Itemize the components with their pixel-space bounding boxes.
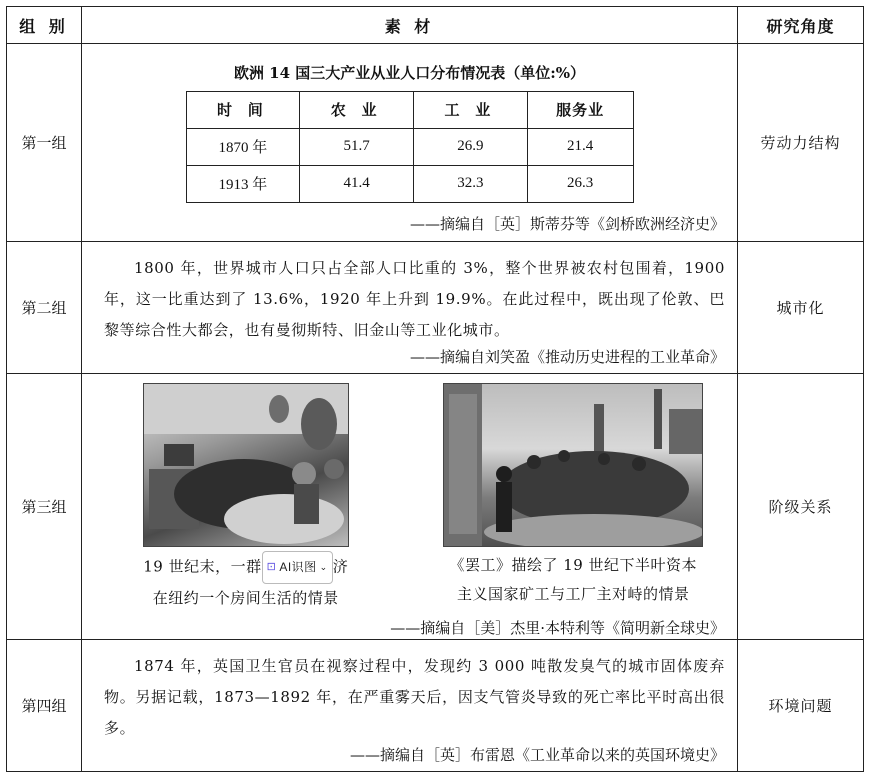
caption-1 <box>143 551 348 613</box>
group4-text: 1874 年，英国卫生官员在视察过程中，发现约 3 000 吨散发臭气的城市固体废弃物。另据记载，1873—1892 年，在严重雾天后，因支气管炎导致的死亡率比平时高出很多。 <box>104 656 725 737</box>
caption2-line2: 主义国家矿工与工厂主对峙的情景 <box>456 585 690 603</box>
group4-source: ——摘编自［英］布雷恩《工业革命以来的英国环境史》 <box>349 745 725 764</box>
col-time: 时 间 <box>186 91 300 128</box>
caption-2 <box>449 551 697 609</box>
group3-source: ——摘编自［美］杰里·本特利等《简明新全球史》 <box>390 619 725 637</box>
col-agriculture: 农 业 <box>300 91 414 128</box>
caption2-line1: 《罢工》描绘了 19 世纪下半叶资本 <box>449 556 698 574</box>
table-row <box>186 165 633 202</box>
material-table <box>6 6 864 772</box>
chevron-down-icon: ⌄ <box>319 562 328 572</box>
col-industry: 工 业 <box>414 91 528 128</box>
header-material: 素 材 <box>82 7 738 44</box>
caption1-line2: 在纽约一个房间生活的情景 <box>152 589 339 607</box>
scan-icon: ⊡ <box>266 561 277 573</box>
caption1-b: 济 <box>332 557 349 576</box>
group2-angle: 城市化 <box>738 242 864 374</box>
group4-name: 第四组 <box>7 640 82 772</box>
group3-name: 第三组 <box>7 374 82 640</box>
group1-material <box>82 44 738 242</box>
photo-block-2 <box>423 383 723 613</box>
cell: 1913 年 <box>186 165 300 202</box>
ai-recognize-button[interactable] <box>262 551 333 584</box>
group1-name: 第一组 <box>7 44 82 242</box>
col-service: 服务业 <box>527 91 633 128</box>
group2-material <box>82 242 738 374</box>
group4-material <box>82 640 738 772</box>
header-group: 组 别 <box>7 7 82 44</box>
cell: 51.7 <box>300 128 414 165</box>
cell: 32.3 <box>414 165 528 202</box>
header-angle: 研究角度 <box>738 7 864 44</box>
tenement-photo <box>143 383 349 547</box>
group1-source: ——摘编自［英］斯蒂芬等《剑桥欧洲经济史》 <box>409 214 725 233</box>
cell: 1870 年 <box>186 128 300 165</box>
group2-name: 第二组 <box>7 242 82 374</box>
cell: 26.3 <box>527 165 633 202</box>
strike-painting <box>443 383 703 547</box>
cell: 26.9 <box>414 128 528 165</box>
cell: 41.4 <box>300 165 414 202</box>
group2-text: 1800 年，世界城市人口只占全部人口比重的 3%，整个世界被农村包围着，1900 年，这一比重达到了 13.6%，1920 年上升到 19.9%。在此过程中，既出现了伦敦、巴黎等综合性大都会，也有曼彻斯特、旧金山等工业化城市。 <box>104 258 725 339</box>
group1-angle: 劳动力结构 <box>738 44 864 242</box>
group1-table-title: 欧洲 14 国三大产业从业人口分布情况表（单位:%） <box>233 63 586 82</box>
ai-badge-label: AI识图 <box>279 560 317 574</box>
caption1-a: 19 世纪末，一群 <box>143 557 262 576</box>
cell: 21.4 <box>527 128 633 165</box>
group3-angle: 阶级关系 <box>738 374 864 640</box>
table-row <box>186 128 633 165</box>
group2-source: ——摘编自刘笑盈《推动历史进程的工业革命》 <box>409 347 725 366</box>
group4-angle: 环境问题 <box>738 640 864 772</box>
group3-material <box>82 374 738 640</box>
employment-table <box>186 91 634 203</box>
photo-block-1 <box>96 383 396 613</box>
